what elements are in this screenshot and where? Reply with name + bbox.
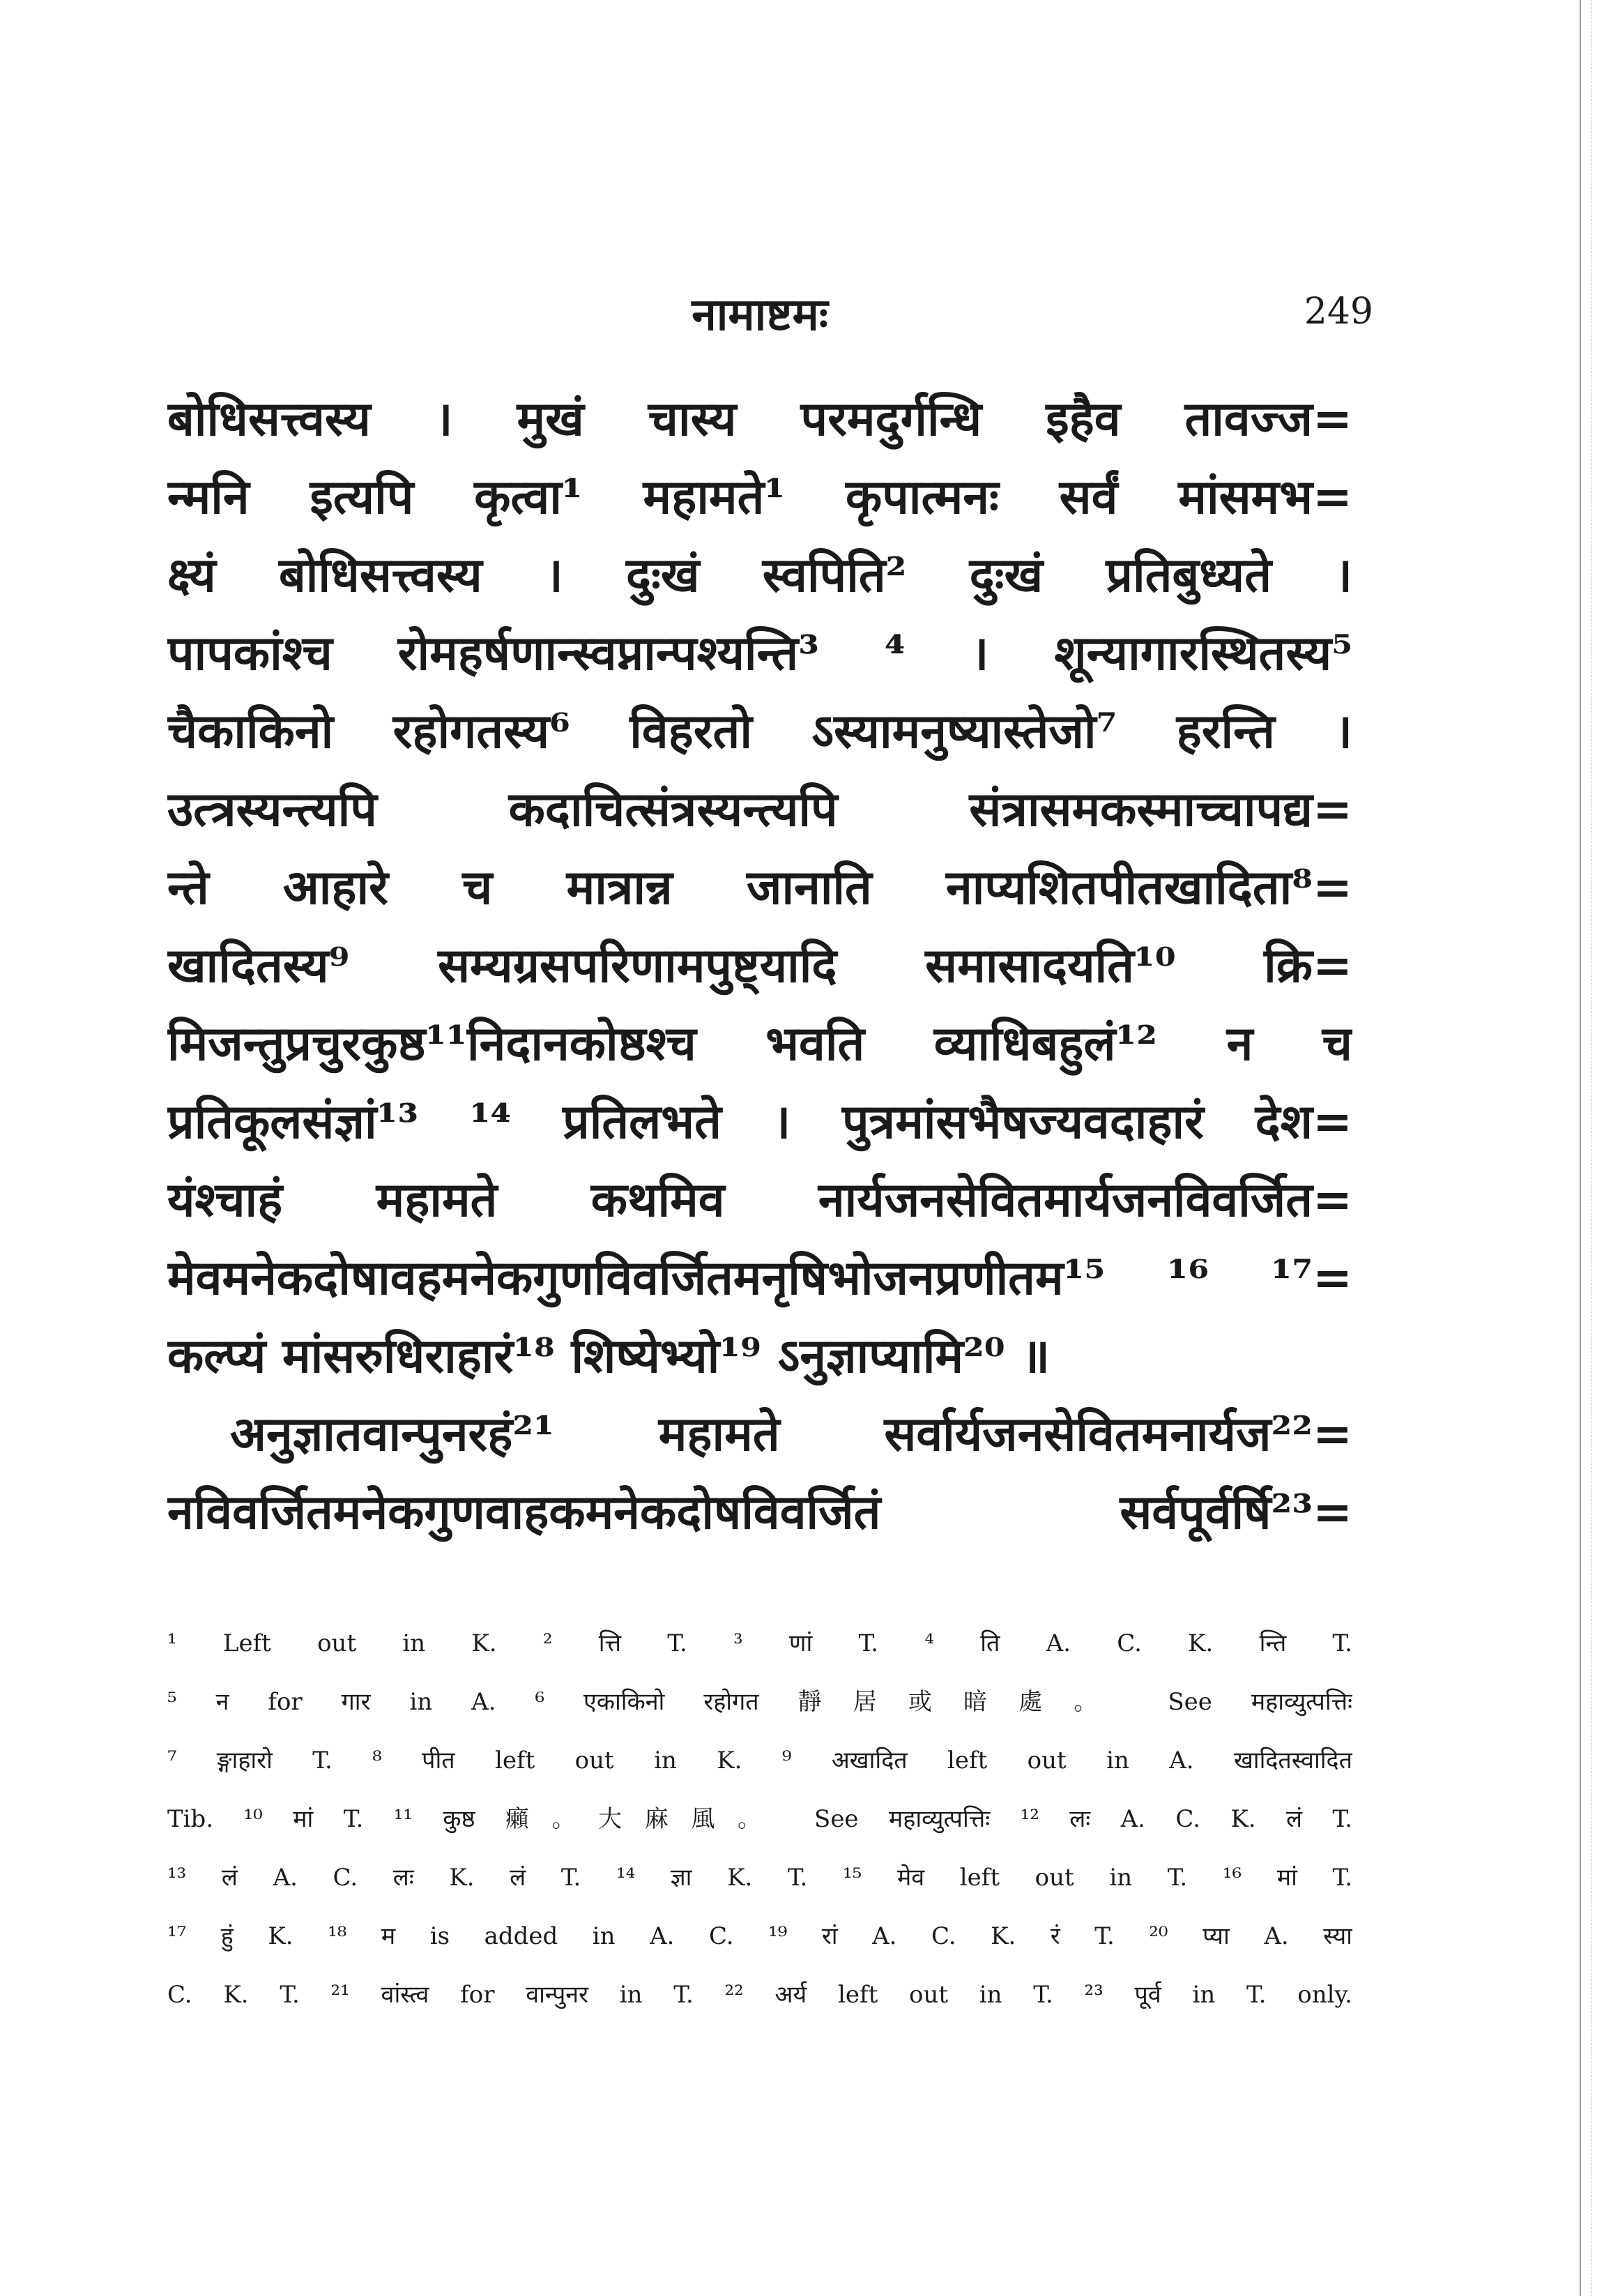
scan-page-edge	[1580, 0, 1591, 2296]
text-line: न्मनि इत्यपि कृत्वा¹ महामते¹ कृपात्मनः सर्वं मांसमभ=	[167, 469, 1352, 525]
footnote-line: ¹⁷ हुं K. ¹⁸ म is added in A. C. ¹⁹ रां A. C. K. रं T. ²⁰ प्या A. स्या	[167, 1922, 1352, 1950]
text-line: न्ते आहारे च मात्रान्न जानाति नाप्यशितपीतखादिता⁸=	[167, 860, 1352, 915]
page-number: 249	[1304, 291, 1373, 333]
footnote-line: ⁵ न for गार in A. ⁶ एकाकिनो रहोगत 靜居或暗處。 See महाव्युत्पत्तिः	[167, 1688, 1352, 1716]
text-line: मेवमनेकदोषावहमनेकगुणविवर्जितमनृषिभोजनप्रणीतम¹⁵ ¹⁶ ¹⁷=	[167, 1250, 1352, 1306]
book-page	[167, 275, 1373, 2024]
footnote-line: Tib. ¹⁰ मां T. ¹¹ कुष्ठ 癩。大麻風。 See महाव्युत्पत्तिः ¹² लः A. C. K. लं T.	[167, 1805, 1352, 1833]
text-line: बोधिसत्त्वस्य । मुखं चास्य परमदुर्गन्धि इहैव तावज्ज=	[167, 391, 1352, 447]
footnote-line: C. K. T. ²¹ वांस्त्व for वान्पुनर in T. ²² अर्य left out in T. ²³ पूर्व in T. only.	[167, 1981, 1352, 2009]
text-line: कल्प्यं मांसरुधिराहारं¹⁸ शिष्येभ्यो¹⁹ ऽनुज्ञाप्यामि²⁰ ॥	[167, 1328, 1050, 1384]
text-line: मिजन्तुप्रचुरकुष्ठ¹¹निदानकोष्ठश्च भवति व्याधिबहुलं¹² न च	[167, 1016, 1352, 1072]
text-line: यंश्चाहं महामते कथमिव नार्यजनसेवितमार्यजनविवर्जित=	[167, 1172, 1352, 1228]
text-line: प्रतिकूलसंज्ञां¹³ ¹⁴ प्रतिलभते । पुत्रमांसभैषज्यवदाहारं देश=	[167, 1094, 1352, 1150]
text-line: पापकांश्च रोमहर्षणान्स्वप्नान्पश्यन्ति³ ⁴ । शून्यागारस्थितस्य⁵	[167, 625, 1352, 681]
footnote-line: ⁷ ङ्गाहारो T. ⁸ पीत left out in K. ⁹ अखादित left out in A. खादितस्वादित	[167, 1747, 1352, 1774]
footnote-line: ¹³ लं A. C. लः K. लं T. ¹⁴ ज्ञा K. T. ¹⁵ मेव left out in T. ¹⁶ मां T.	[167, 1864, 1352, 1892]
chapter-title: नामाष्टमः	[692, 289, 828, 341]
text-line: चैकाकिनो रहोगतस्य⁶ विहरतो ऽस्यामनुष्यास्तेजो⁷ हरन्ति ।	[167, 704, 1352, 759]
text-line: खादितस्य⁹ सम्यग्रसपरिणामपुष्ट्यादि समासादयति¹⁰ क्रि=	[167, 938, 1352, 994]
text-line: क्ष्यं बोधिसत्त्वस्य । दुःखं स्वपिति² दुःखं प्रतिबुध्यते ।	[167, 547, 1352, 603]
text-line: नविवर्जितमनेकगुणवाहकमनेकदोषविवर्जितं सर्वपूर्वर्षि²³=	[167, 1484, 1352, 1540]
text-line: अनुज्ञातवान्पुनरहं²¹ महामते सर्वार्यजनसेवितमनार्यज²²=	[230, 1406, 1352, 1462]
text-line: उत्त्रस्यन्त्यपि कदाचित्संत्रस्यन्त्यपि संत्रासमकस्माच्चापद्य=	[167, 782, 1352, 837]
page-header	[167, 275, 1373, 352]
footnotes	[167, 1614, 1352, 2024]
main-text	[167, 380, 1352, 1551]
footnote-line: ¹ Left out in K. ² त्ति T. ³ णां T. ⁴ ति A. C. K. न्ति T.	[167, 1629, 1352, 1657]
